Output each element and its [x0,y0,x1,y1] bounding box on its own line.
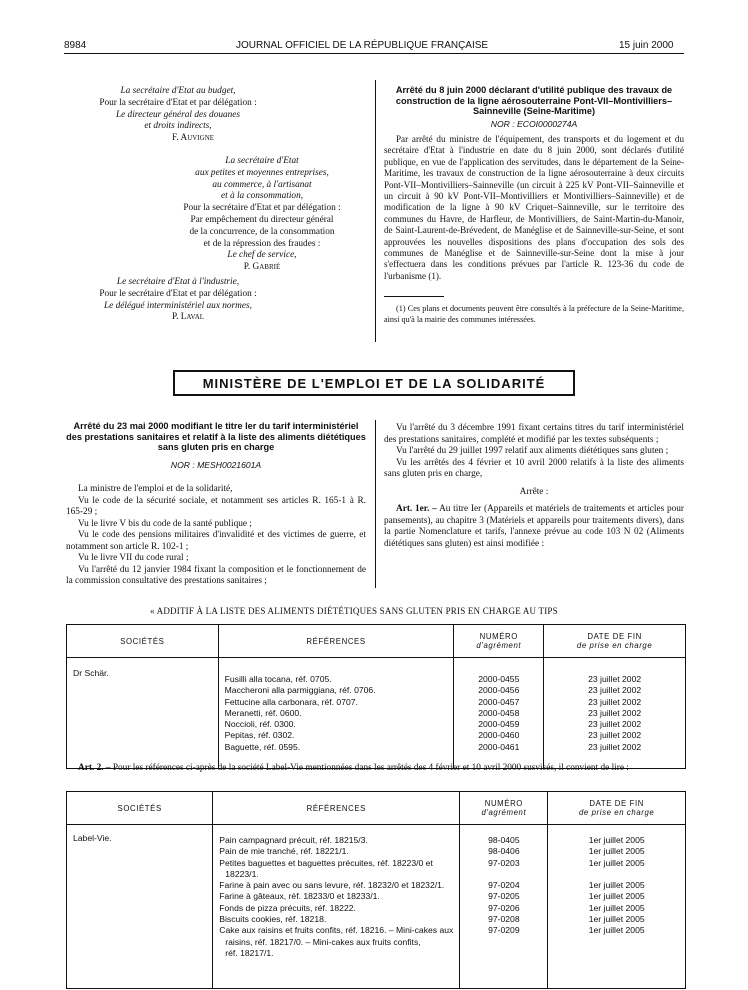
art2-text: Pour les références ci-après de la société Label-Vie mentionnées dans les arrêtés des 4 février et 10 avril 2000 susvisés, il convient de lire : [112,763,629,773]
reference-line: Pain de mie tranché, réf. 18221/1. [219,846,349,857]
art1-para [384,504,684,550]
table-caption: « ADDITIF À LA LISTE DES ALIMENTS DIÉTÉTIQUES SANS GLUTEN PRIS EN CHARGE AU TIPS [150,606,558,616]
visa-para: Vu l'arrêté du 29 juillet 1997 relatif aux aliments diététiques sans gluten ; [396,446,669,456]
reference-line: réf. 18217/1. [225,947,274,958]
signature-block-budget [66,86,290,145]
date-line: 1er juillet 2005 [588,902,645,913]
sig-line: et droits indirects, [144,121,212,132]
arrete1-body: Par arrêté du ministre de l'équipement, des transports et du logement et du secrétaire d'Etat à l'industrie en date du 8 juin 2000, sont déclarés d'utilité publique, en vue de l'application des servitudes, dans le département de la Seine-Maritime, les travaux de construction de la ligne aérosouterraine à deux circuits Pont-VII–Montivilliers–Sainneville (un circuit à 225 kV Pont-VII–Sainneville et un circuit à 90 kV Pont-VII–Montivilliers et Montivilliers–Sainneville) et de modification de la ligne à 90 kV Criquet–Sainneville, sur le territoire des communes du Havre, de Harfleur, de Montivilliers, de Saint-Martin-du-Manoir, de Saint-Laurent-de-Brévedent, de Manéglise et de Sainneville-sur-Seine, et sont approuvées les nouvelles dispositions des plans d'occupation des sols des communes de Manéglise et de Sainneville-sur-Seine dont la mise à jour s'effectuera dans les conditions prévues par l'article R. 123-36 du code de l'urbanisme (1). [384,134,684,281]
sig-name: F. Auvigne [171,133,215,144]
header-rule [64,53,684,54]
reference-line: Baguette, réf. 0595. [224,741,301,752]
reference-line: Meranetti, réf. 0600. [224,707,302,718]
aliments-table-labelvie [66,791,686,989]
sig-line: Le directeur général des douanes [115,109,241,120]
col-header-references: RÉFÉRENCES [213,792,460,825]
footnote-rule [384,296,444,297]
numero-line: 2000-0456 [478,685,520,696]
table-row [67,658,686,769]
journal-title: JOURNAL OFFICIEL DE LA RÉPUBLIQUE FRANÇAISE [236,40,489,51]
date-line: 23 juillet 2002 [588,685,642,696]
sig-line: Le secrétaire d'Etat à l'industrie, [116,277,240,287]
sig-line: Le délégué interministériel aux normes, [104,300,252,311]
arrete2-right-column [384,423,684,550]
reference-line: Fonds de pizza précuits, réf. 18222. [219,902,356,913]
reference-line: Petites baguettes et baguettes précuites, réf. 18223/0 et [219,857,433,868]
reference-line: Pain campagnard précuit, réf. 18215/3. [219,835,368,845]
signature-block-commerce [150,156,374,274]
sig-line: Le chef de service, [227,250,297,261]
date-line: 23 juillet 2002 [588,674,642,684]
visa-para: Vu l'arrêté du 3 décembre 1991 fixant certains titres du tarif interministériel des prestations sanitaires, complété et modifié par les textes subséquents ; [384,423,684,445]
date-line: 1er juillet 2005 [588,914,645,925]
numero-label: NUMÉRO [484,799,523,808]
date-line: 1er juillet 2005 [588,835,645,845]
date-line [554,948,679,959]
art2-para [66,763,686,775]
reference-line: Fettucine alla carbonara, réf. 0707. [224,696,358,707]
page-number: 8984 [64,40,87,51]
numero-line: 2000-0455 [478,674,520,684]
arrete1-title: Arrêté du 8 juin 2000 déclarant d'utilité publique des travaux de construction de la ligne aérosouterraine Pont-VII–Montivilliers–Sainneville (Seine-Maritime) [395,85,673,116]
visa-para: Vu le code des pensions militaires d'invalidité et des victimes de guerre, et notamment son article R. 102-1 ; [66,530,366,552]
sig-line: Pour la secrétaire d'Etat et par délégation : [99,97,257,108]
reference-line: Maccheroni alla parmiggiana, réf. 0706. [224,685,376,696]
numero-line [466,937,541,948]
date-cell [548,825,686,989]
reference-line: Farine à gâteaux, réf. 18233/0 et 18233/1. [219,891,380,902]
sig-line: La secrétaire d'Etat [225,156,299,166]
date-label: DATE DE FIN [589,799,644,808]
visa-para: Vu l'arrêté du 12 janvier 1984 fixant la composition et le fonctionnement de la commission consultative des prestations sanitaires ; [66,564,366,586]
date-line: 23 juillet 2002 [588,719,642,730]
column-divider-top [375,80,376,342]
numero-label: NUMÉRO [479,632,518,641]
date-sub: de prise en charge [576,641,653,650]
date-line: 1er juillet 2005 [588,880,645,891]
visa-para: La ministre de l'emploi et de la solidarité, [78,484,233,494]
numero-line: 98-0406 [488,846,520,857]
numero-cell [460,825,548,989]
visa-para: Vu le livre V bis du code de la santé publique ; [78,518,252,529]
sig-line: Par empêchement du directeur général [190,214,334,225]
col-header-date [548,792,686,825]
col-header-numero [454,625,544,658]
numero-line: 98-0405 [488,835,520,845]
reference-line: raisins, réf. 18217/0. – Mini-cakes aux fruits confits, [225,936,421,947]
numero-cell [454,658,544,769]
references-cell [218,658,454,769]
arrete-word: Arrête : [519,486,549,497]
sig-line: Pour la secrétaire d'Etat et par délégation : [183,203,341,214]
arrete2-left-column [66,484,366,588]
numero-line: 97-0209 [488,925,520,936]
societe-cell: Dr Schär. [67,658,219,769]
col-header-references: RÉFÉRENCES [218,625,454,658]
numero-line: 97-0206 [488,902,520,913]
date-label: DATE DE FIN [587,632,642,641]
date-cell [544,658,686,769]
ministry-banner: MINISTÈRE DE L'EMPLOI ET DE LA SOLIDARITÉ [173,370,575,396]
numero-line: 97-0204 [488,880,520,891]
arrete2-title: Arrêté du 23 mai 2000 modifiant le titre Ier du tarif interministériel des prestations sanitaires et relatif à la liste des aliments diététiques sans gluten pris en charge [66,421,366,452]
date-line [554,937,679,948]
col-header-numero [460,792,548,825]
art1-label: Art. 1er. – [396,504,437,514]
arrete1-footnote: (1) Ces plans et documents peuvent être consultés à la préfecture de la Seine-Maritime, ainsi qu'à la mairie des communes intéressées. [384,304,684,324]
sig-name: P. Gabrié [243,262,281,273]
visa-para: Vu les arrêtés des 4 février et 10 avril 2000 relatifs à la liste des aliments sans gluten pris en charge, [384,457,684,479]
aliments-table-schar [66,624,686,769]
numero-line: 2000-0458 [478,707,520,718]
numero-line: 2000-0460 [478,730,520,741]
date-line: 1er juillet 2005 [588,925,645,936]
issue-date: 15 juin 2000 [619,40,674,51]
date-line: 23 juillet 2002 [588,730,642,741]
col-header-societes: SOCIÉTÉS [67,792,213,825]
reference-line: Farine à pain avec ou sans levure, réf. 18232/0 et 18232/1. [219,880,445,891]
sig-line: au commerce, à l'artisanat [212,179,312,190]
sig-line: Pour le secrétaire d'Etat et par délégation : [99,288,257,299]
art2-label: Art. 2. – [78,763,111,773]
column-divider-bottom [375,420,376,588]
date-line: 23 juillet 2002 [588,707,642,718]
numero-sub: d'agrément [481,808,527,817]
sig-line: et de la répression des fraudes : [203,238,321,249]
numero-line: 97-0203 [488,857,520,868]
numero-line: 2000-0459 [478,719,520,730]
numero-line: 97-0208 [488,914,520,925]
arrete2-nor: NOR : MESH0021601A [170,460,262,470]
numero-line: 2000-0461 [478,741,520,752]
sig-line: La secrétaire d'Etat au budget, [120,86,236,96]
sig-line: de la concurrence, de la consommation [189,226,335,237]
references-cell [213,825,460,989]
col-header-date [544,625,686,658]
date-line: 1er juillet 2005 [588,846,645,857]
date-line: 23 juillet 2002 [588,696,642,707]
col-header-societes: SOCIÉTÉS [67,625,219,658]
sig-line: et à la consommation, [220,191,304,202]
numero-sub: d'agrément [476,641,522,650]
date-line [554,869,679,880]
reference-line: 18223/1. [225,868,259,879]
numero-line [466,948,541,959]
reference-line: Pepitas, réf. 0302. [224,730,295,741]
visa-para: Vu le livre VII du code rural ; [78,553,189,563]
numero-line [466,869,541,880]
arrete1-nor: NOR : ECOI0000274A [490,119,578,129]
date-line: 23 juillet 2002 [588,741,642,752]
numero-line: 2000-0457 [478,696,520,707]
numero-line: 97-0205 [488,891,520,902]
reference-line: Fusilli alla tocana, réf. 0705. [224,674,332,684]
societe-cell: Label-Vie. [67,825,213,989]
reference-line: Noccioli, réf. 0300. [224,719,296,730]
reference-line: Cake aux raisins et fruits confits, réf. 18216. – Mini-cakes aux [219,925,454,936]
sig-line: aux petites et moyennes entreprises, [195,167,329,178]
signature-block-industrie [66,277,290,324]
art1-text: Au titre Ier (Appareils et matériels de traitements et articles pour pansements), au chapitre 3 (Matériels et appareils pour traitements divers), dans la partie Nomenclature et tarifs, l'annexe prévue au code 103 N 02 (Aliments diététiques sans gluten) est ainsi modifiée : [384,504,685,549]
table-row [67,825,686,989]
date-sub: de prise en charge [578,808,655,817]
sig-name: P. Laval [171,312,205,323]
reference-line: Biscuits cookies, réf. 18218. [219,914,327,925]
date-line: 1er juillet 2005 [588,857,645,868]
visa-para: Vu le code de la sécurité sociale, et notamment ses articles R. 165-1 à R. 165-29 ; [66,495,366,517]
date-line: 1er juillet 2005 [588,891,645,902]
